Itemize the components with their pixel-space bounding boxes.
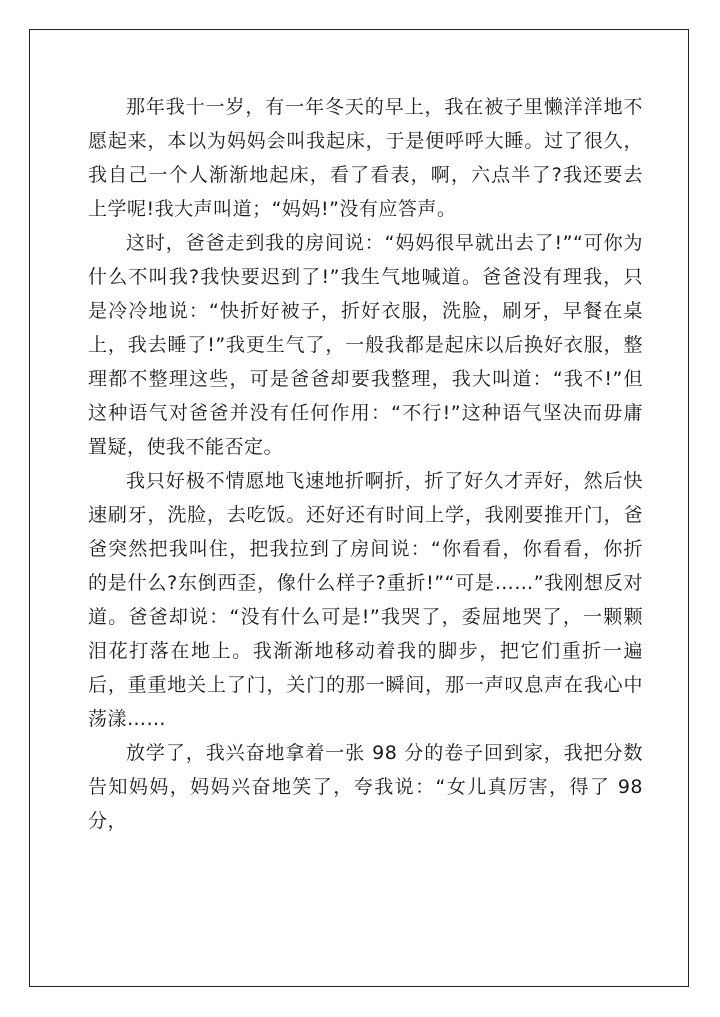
paragraph: 我只好极不情愿地飞速地折啊折，折了好久才弄好，然后快速刷牙，洗脸，去吃饭。还好还有时间上学，我刚要推开门，爸爸突然把我叫住，把我拉到了房间说：“你看看，你看看，你折的是什么?东倒西歪，像什么样子?重折!”“可是……”我刚想反对道。爸爸却说：“没有什么可是!”我哭了，委屈地哭了，一颗颗泪花打落在地上。我渐渐地移动着我的脚步，把它们重折一遍后，重重地关上了门，关门的那一瞬间，那一声叹息声在我心中荡漾…… [88, 470, 643, 730]
paragraph: 放学了，我兴奋地拿着一张 98 分的卷子回到家，我把分数告知妈妈，妈妈兴奋地笑了，夸我说：“女儿真厉害，得了 98 分， [88, 742, 643, 832]
essay-body [88, 90, 643, 838]
paragraph: 那年我十一岁，有一年冬天的早上，我在被子里懒洋洋地不愿起来，本以为妈妈会叫我起床，于是便呼呼大睡。过了很久，我自己一个人渐渐地起床，看了看表，啊，六点半了?我还要去上学呢!我大声叫道；“妈妈!”没有应答声。 [88, 96, 643, 220]
paragraph: 这时，爸爸走到我的房间说：“妈妈很早就出去了!”“可你为什么不叫我?我快要迟到了!”我生气地喊道。爸爸没有理我，只是冷冷地说：“快折好被子，折好衣服，洗脸，刷牙，早餐在桌上，我去睡了!”我更生气了，一般我都是起床以后换好衣服，整理都不整理这些，可是爸爸却要我整理，我大叫道：“我不!”但这种语气对爸爸并没有任何作用：“不行!”这种语气坚决而毋庸置疑，使我不能否定。 [88, 232, 643, 458]
